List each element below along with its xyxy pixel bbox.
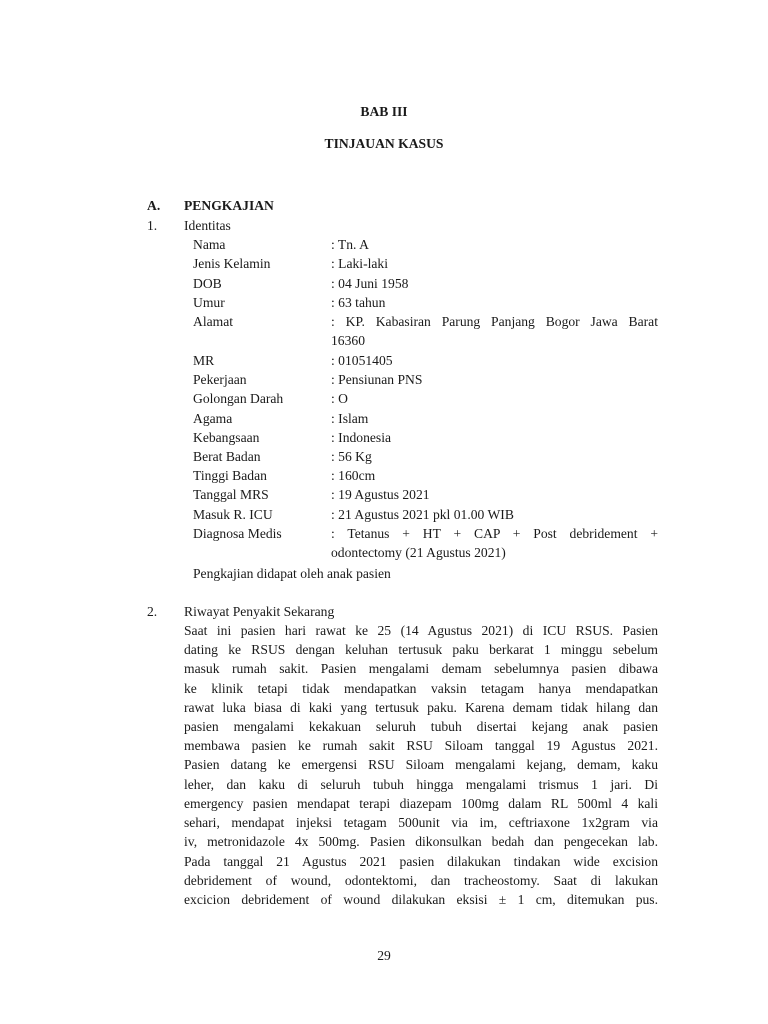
section-title: PENGKAJIAN xyxy=(184,198,274,213)
paragraph-line: iv, metronidazole 4x 500mg. Pasien dikonsulkan bedah dan pengecekan lab. xyxy=(184,834,658,849)
paragraph-line: masuk rumah sakit. Pasien mengalami demam sebelumnya pasien dibawa xyxy=(184,661,658,676)
identity-label: MR xyxy=(193,353,215,368)
paragraph-line: ke klinik tetapi tidak mendapatkan vaksin tetagam hanya mendapatkan xyxy=(184,681,658,696)
paragraph-line: membawa pasien ke rumah sakit RSU Siloam tanggal 19 Agustus 2021. xyxy=(184,738,658,753)
identity-value: : 01051405 xyxy=(331,353,393,368)
identity-label: Agama xyxy=(193,411,233,426)
identity-label: Diagnosa Medis xyxy=(193,526,282,541)
identity-label: Tinggi Badan xyxy=(193,468,267,483)
identity-label: Jenis Kelamin xyxy=(193,256,271,271)
chapter-title: TINJAUAN KASUS xyxy=(324,136,444,151)
item-2-title: Riwayat Penyakit Sekarang xyxy=(184,604,335,619)
identity-value: : 63 tahun xyxy=(331,295,386,310)
paragraph-line: dating ke RSUS dengan keluhan tertusuk paku berkarat 1 minggu sebelum xyxy=(184,642,658,657)
paragraph-line: rawat luka biasa di kaki yang tertusuk paku. Karena demam tidak hilang dan xyxy=(184,700,658,715)
identity-value: : Islam xyxy=(331,411,369,426)
identity-value-continued: odontectomy (21 Agustus 2021) xyxy=(331,545,506,560)
chapter-heading: BAB III xyxy=(360,104,408,119)
identity-value: : Tetanus + HT + CAP + Post debridement + xyxy=(331,526,658,541)
paragraph-line: Pasien datang ke emergensi RSU Siloam mengalami kejang, demam, kaku xyxy=(184,757,658,772)
paragraph-line: leher, dan kaku di seluruh tubuh hingga mengalami trismus 1 jari. Di xyxy=(184,777,658,792)
identity-value: : 160cm xyxy=(331,468,376,483)
item-1-title: Identitas xyxy=(184,218,231,233)
identity-note: Pengkajian didapat oleh anak pasien xyxy=(193,566,391,581)
identity-label: Pekerjaan xyxy=(193,372,247,387)
paragraph-line: Saat ini pasien hari rawat ke 25 (14 Agustus 2021) di ICU RSUS. Pasien xyxy=(184,623,658,638)
page-number: 29 xyxy=(377,948,391,963)
identity-label: Berat Badan xyxy=(193,449,261,464)
identity-value: : 04 Juni 1958 xyxy=(331,276,409,291)
paragraph-line: Pada tanggal 21 Agustus 2021 pasien dilakukan tindakan wide excision xyxy=(184,854,658,869)
item-1-number: 1. xyxy=(147,218,158,233)
identity-value: : Indonesia xyxy=(331,430,392,445)
identity-label: Golongan Darah xyxy=(193,391,284,406)
paragraph-line: excicion debridement of wound dilakukan eksisi ± 1 cm, ditemukan pus. xyxy=(184,892,658,907)
paragraph-line: emergency pasien mendapat terapi diazepam 100mg dalam RL 500ml 4 kali xyxy=(184,796,658,811)
identity-label: Masuk R. ICU xyxy=(193,507,273,522)
identity-label: Tanggal MRS xyxy=(193,487,269,502)
identity-value: : 56 Kg xyxy=(331,449,372,464)
identity-label: Alamat xyxy=(193,314,234,329)
identity-value: : 21 Agustus 2021 pkl 01.00 WIB xyxy=(331,507,514,522)
identity-value: : Tn. A xyxy=(331,237,369,252)
paragraph-line: pasien mengalami kekakuan seluruh tubuh disertai kejang anak pasien xyxy=(184,719,658,734)
identity-value: : 19 Agustus 2021 xyxy=(331,487,430,502)
identity-label: Kebangsaan xyxy=(193,430,260,445)
identity-value: : Laki-laki xyxy=(331,256,388,271)
section-letter: A. xyxy=(147,198,161,213)
identity-value-continued: 16360 xyxy=(331,333,365,348)
identity-value: : O xyxy=(331,391,348,406)
identity-label: Nama xyxy=(193,237,226,252)
item-2-number: 2. xyxy=(147,604,158,619)
identity-value: : Pensiunan PNS xyxy=(331,372,423,387)
identity-label: Umur xyxy=(193,295,225,310)
paragraph-line: debridement of wound, odontektomi, dan tracheostomy. Saat di lakukan xyxy=(184,873,658,888)
paragraph-line: sehari, mendapat injeksi tetagam 500unit via im, ceftriaxone 1x2gram via xyxy=(184,815,658,830)
identity-value: : KP. Kabasiran Parung Panjang Bogor Jawa Barat xyxy=(331,314,658,329)
identity-label: DOB xyxy=(193,276,222,291)
